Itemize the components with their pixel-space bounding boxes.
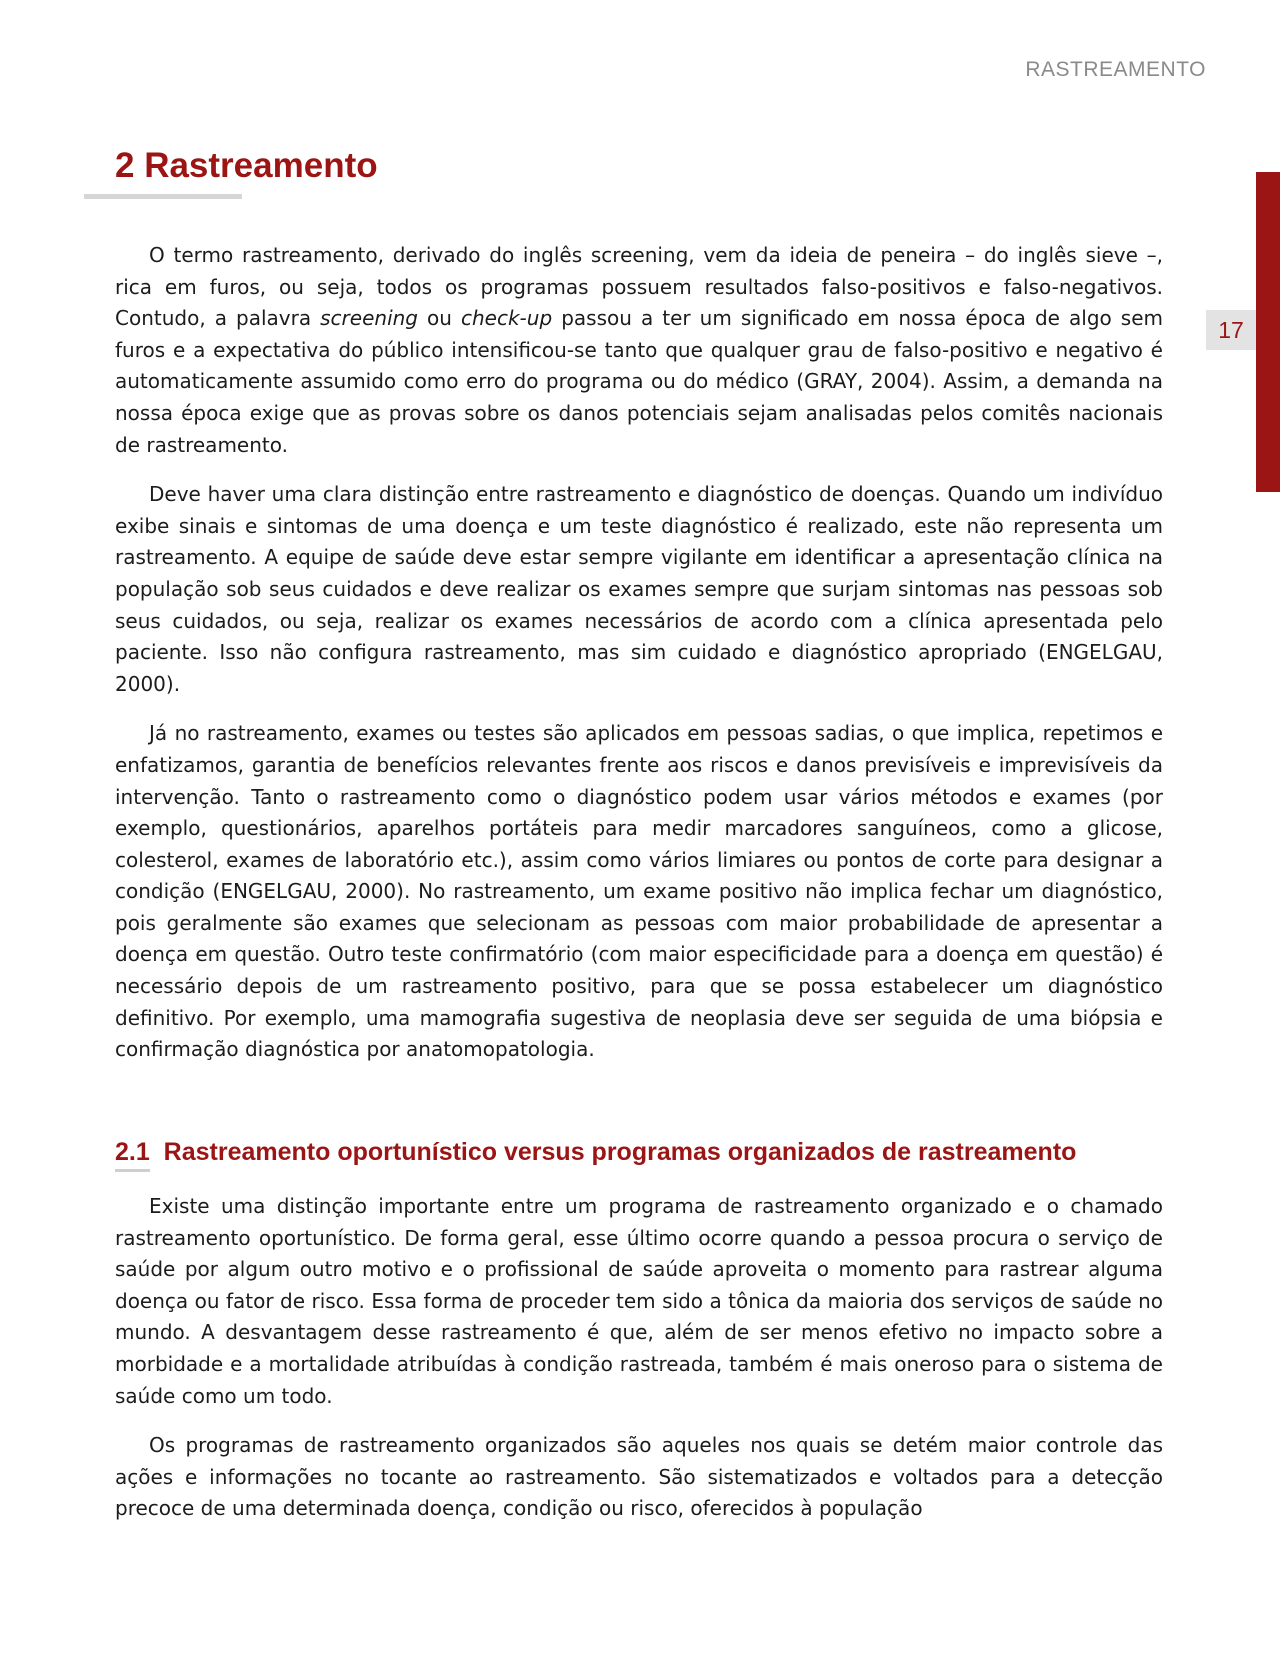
paragraph-2: Deve haver uma clara distinção entre rastreamento e diagnóstico de doenças. Quando um indivíduo exibe sinais e sintomas de uma doença e um teste diagnóstico é realizado, este não representa um rastreamento. A equipe de saúde deve estar sempre vigilante em identificar a apresentação clínica na população sob seus cuidados e deve realizar os exames sempre que surjam sintomas nas pessoas sob seus cuidados, ou seja, realizar os exames necessários de acordo com a clínica apresentada pelo paciente. Isso não configura rastreamento, mas sim cuidado e diagnóstico apropriado (ENGELGAU, 2000).	[115, 482, 1163, 696]
chapter-title: 2 Rastreamento	[115, 146, 378, 185]
page-number: 17	[1206, 310, 1256, 350]
paragraph-5: Os programas de rastreamento organizados são aqueles nos quais se detém maior controle das ações e informações no tocante ao rastreamento. São sistematizados e voltados para a detecção precoce de uma determinada doença, condição ou risco, oferecidos à população	[115, 1433, 1163, 1521]
paragraph-1-part-a: O termo rastreamento, derivado do inglês screening, vem da ideia de peneira – do inglês sieve –, rica em furos, ou seja, todos os programas possuem resultados falso-positivos e falso-negativos. Contudo, a palavra	[115, 243, 1163, 331]
title-underline	[84, 194, 242, 199]
body-text-lower	[115, 1191, 1163, 1525]
paragraph-1	[115, 240, 1163, 461]
emphasis-screening: screening	[320, 306, 418, 331]
paragraph-4: Existe uma distinção importante entre um programa de rastreamento organizado e o chamado rastreamento oportunístico. De forma geral, esse último ocorre quando a pessoa procura o serviço de saúde por algum outro motivo e o profissional de saúde aproveita o momento para rastrear alguma doença ou fator de risco. Essa forma de proceder tem sido a tônica da maioria dos serviços de saúde no mundo. A desvantagem desse rastreamento é que, além de ser menos efetivo no impacto sobre a morbidade e a mortalidade atribuídas à condição rastreada, também é mais oneroso para o sistema de saúde como um todo.	[115, 1194, 1163, 1408]
section-title: Rastreamento oportunístico versus programas organizados de rastreamento	[163, 1138, 1077, 1166]
paragraph-1-part-c: passou a ter um significado em nossa época de algo sem furos e a expectativa do público intensificou-se tanto que qualquer grau de falso-positivo e negativo é automaticamente assumido como erro do programa ou do médico (GRAY, 2004). Assim, a demanda na nossa época exige que as provas sobre os danos potenciais sejam analisadas pelos comitês nacionais de rastreamento.	[115, 306, 1163, 457]
section-number: 2.1	[115, 1138, 150, 1166]
body-text-upper	[115, 240, 1163, 1066]
chapter-side-tab	[1256, 172, 1280, 492]
paragraph-3: Já no rastreamento, exames ou testes são aplicados em pessoas sadias, o que implica, repetimos e enfatizamos, garantia de benefícios relevantes frente aos riscos e danos previsíveis e imprevisíveis da intervenção. Tanto o rastreamento como o diagnóstico podem usar vários métodos e exames (por exemplo, questionários, aparelhos portáteis para medir marcadores sanguíneos, como a glicose, colesterol, exames de laboratório etc.), assim como vários limiares ou pontos de corte para designar a condição (ENGELGAU, 2000). No rastreamento, um exame positivo não implica fechar um diagnóstico, pois geralmente são exames que selecionam as pessoas com maior probabilidade de apresentar a doença em questão. Outro teste confirmatório (com maior especificidade para a doença em questão) é necessário depois de um rastreamento positivo, para que se possa estabelecer um diagnóstico definitivo. Por exemplo, uma mamografia sugestiva de neoplasia deve ser seguida de uma biópsia e confirmação diagnóstica por anatomopatologia.	[115, 721, 1163, 1062]
running-header: RASTREAMENTO	[1025, 58, 1206, 81]
emphasis-check-up: check-up	[461, 306, 553, 331]
section-heading	[115, 1138, 1076, 1167]
paragraph-1-part-b: ou	[418, 306, 461, 331]
